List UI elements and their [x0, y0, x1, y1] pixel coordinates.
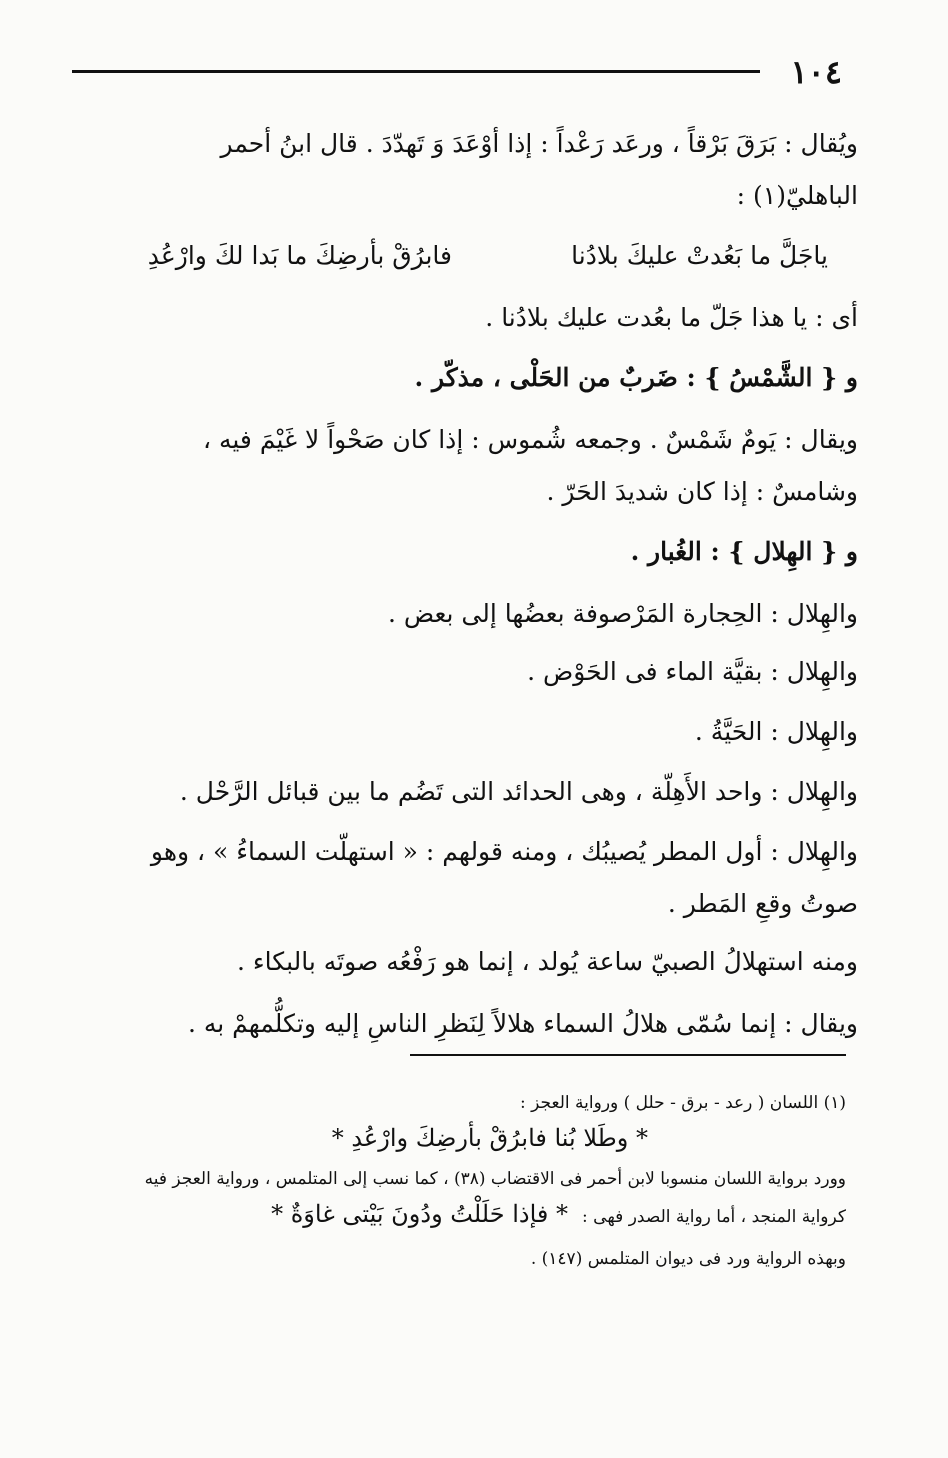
- page-number: ١٠٤: [790, 53, 842, 91]
- footnote-line: وورد برواية اللسان منسوبا لابن أحمر فى الاقتضاب (٣٨) ، كما نسب إلى المتلمس ، ورواية العجز فيه: [144, 1169, 846, 1189]
- footnote-line: (١) اللسان ( رعد - برق - حلل ) ورواية العجز :: [520, 1093, 846, 1113]
- page-header: [72, 52, 842, 92]
- footnote-line: كرواية المنجد ، أما رواية الصدر فهى :: [582, 1207, 846, 1227]
- header-rule: [72, 70, 760, 73]
- body-line: ومنه استهلالُ الصبيّ ساعة يُولد ، إنما هو رَفْعُه صوتَه بالبكاء .: [237, 947, 858, 976]
- verse-first-hemistich: ياجَلَّ ما بَعُدتْ عليكَ بلادُنا: [571, 241, 828, 270]
- body-line: و { الشَّمْسُ } : ضَربٌ من الحَلْى ، مذكّر .: [414, 363, 858, 392]
- body-line: والهِلال : بقيَّة الماء فى الحَوْض .: [527, 657, 858, 686]
- body-line: والهِلال : أول المطر يُصيبُك ، ومنه قولهم : « استهلّت السماءُ » ، وهو: [150, 837, 858, 866]
- footnote-rule: [410, 1054, 846, 1056]
- verse-second-hemistich: فابرُقْ بأرضِكَ ما بَدا لكَ وارْعُدِ: [147, 241, 452, 270]
- body-line: ويُقال : بَرَقَ بَرْقاً ، ورعَد رَعْداً : إذا أوْعَدَ وَ تَهدّدَ . قال ابنُ أحمر: [220, 129, 858, 158]
- body-line: أى : يا هذا جَلّ ما بعُدت عليك بلادُنا .: [485, 303, 858, 332]
- body-line: ويقال : يَومٌ شَمْسٌ . وجمعه شُموس : إذا كان صَحْواً لا غَيْمَ فيه ،: [202, 425, 858, 454]
- body-line: و { الهِلال } : الغُبار .: [630, 537, 858, 566]
- footnote-verse: * فإذا حَلَلْتُ ودُونَ بَيْتى غاوَةٌ *: [271, 1200, 568, 1228]
- body-line: والهِلال : الحِجارة المَرْصوفة بعضُها إلى بعض .: [387, 599, 858, 628]
- body-line: والهِلال : الحَيَّةُ .: [694, 717, 858, 746]
- body-line: ويقال : إنما سُمّى هلالُ السماء هلالاً لِنَظرِ الناسِ إليه وتكلُّمهمْ به .: [187, 1009, 858, 1038]
- footnote-verse: * وطَلا بُنا فابرُقْ بأرضِكَ وارْعُدِ *: [331, 1124, 648, 1152]
- body-line: الباهليّ(١) :: [736, 181, 858, 210]
- body-line: وشامسٌ : إذا كان شديدَ الحَرّ .: [546, 477, 858, 506]
- body-line: والهِلال : واحد الأَهِلّة ، وهى الحدائد التى تَضُم ما بين قبائل الرَّحْل .: [179, 777, 858, 806]
- body-line: صوتُ وقعِ المَطر .: [667, 889, 858, 918]
- footnote-line: وبهذه الرواية ورد فى ديوان المتلمس (١٤٧) .: [530, 1249, 846, 1269]
